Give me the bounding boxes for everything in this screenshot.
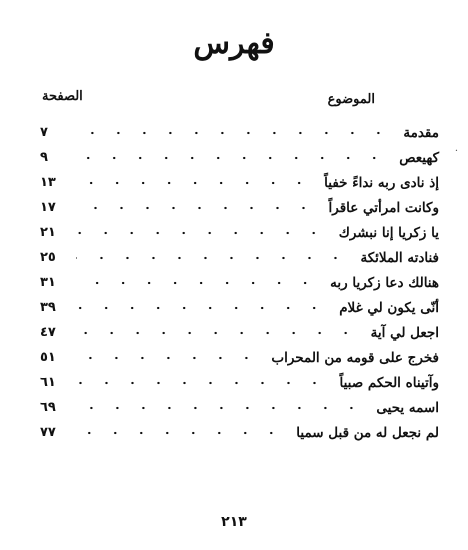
toc-entry-label: فنادته الملائكة [360, 249, 439, 266]
toc-entry-page: ٤٧ [40, 325, 56, 340]
dot-leader [76, 354, 259, 362]
toc-entry-page: ٥١ [40, 350, 56, 365]
toc-row [40, 420, 439, 445]
dot-leader [76, 229, 327, 237]
dot-leader [76, 254, 348, 262]
toc-entry-page: ٣٩ [40, 300, 56, 315]
toc-entry-label: يا زكريا إنا نبشرك [338, 224, 439, 241]
toc-row [40, 245, 439, 270]
dot-leader [76, 304, 327, 312]
dot-leader [76, 379, 327, 387]
dot-leader [76, 154, 387, 162]
table-of-contents [40, 120, 439, 500]
toc-entry-page: ٢١ [40, 225, 56, 240]
toc-row [40, 345, 439, 370]
toc-entry-label: إذ نادى ربه نداءً خفياً [324, 174, 439, 191]
dot-leader [76, 429, 284, 437]
toc-row [40, 220, 439, 245]
toc-entry-page: ١٧ [40, 200, 56, 215]
toc-row [40, 295, 439, 320]
margin-mark: · [454, 146, 458, 157]
toc-entry-label: مقدمة [403, 124, 439, 141]
dot-leader [76, 279, 318, 287]
page-column-header: الصفحة [42, 89, 83, 104]
subject-column-header: الموضوع [327, 92, 375, 107]
toc-entry-label: لم نجعل له من قبل سميا [296, 424, 439, 441]
toc-entry-page: ٢٥ [40, 250, 56, 265]
toc-row [40, 120, 439, 145]
toc-entry-label: أنّى يكون لي غلام [339, 299, 439, 316]
toc-entry-page: ٦١ [40, 375, 56, 390]
dot-leader [76, 179, 312, 187]
page-title: فهرس [193, 26, 275, 61]
toc-row [40, 370, 439, 395]
page-number: ٢١٣ [221, 514, 247, 530]
toc-row [40, 320, 439, 345]
toc-row [40, 170, 439, 195]
dot-leader [76, 129, 391, 137]
toc-entry-label: هنالك دعا زكريا ربه [330, 274, 439, 291]
toc-entry-label: وكانت امرأتي عاقراً [328, 199, 439, 216]
toc-entry-page: ٧ [40, 125, 48, 140]
dot-leader [76, 404, 364, 412]
toc-entry-page: ٧٧ [40, 425, 56, 440]
toc-entry-page: ٣١ [40, 275, 56, 290]
toc-entry-label: كهيعص [399, 149, 439, 166]
toc-entry-label: اجعل لي آية [370, 324, 439, 341]
toc-entry-page: ٦٩ [40, 400, 56, 415]
toc-row [40, 145, 439, 170]
dot-leader [76, 204, 317, 212]
dot-leader [76, 329, 359, 337]
toc-row [40, 270, 439, 295]
toc-entry-page: ١٣ [40, 175, 56, 190]
toc-entry-label: وآتيناه الحكم صبياً [339, 374, 439, 391]
toc-entry-label: اسمه يحيى [376, 399, 439, 416]
toc-entry-page: ٩ [40, 150, 48, 165]
toc-row [40, 195, 439, 220]
toc-entry-label: فخرج على قومه من المحراب [271, 349, 439, 366]
toc-row [40, 395, 439, 420]
